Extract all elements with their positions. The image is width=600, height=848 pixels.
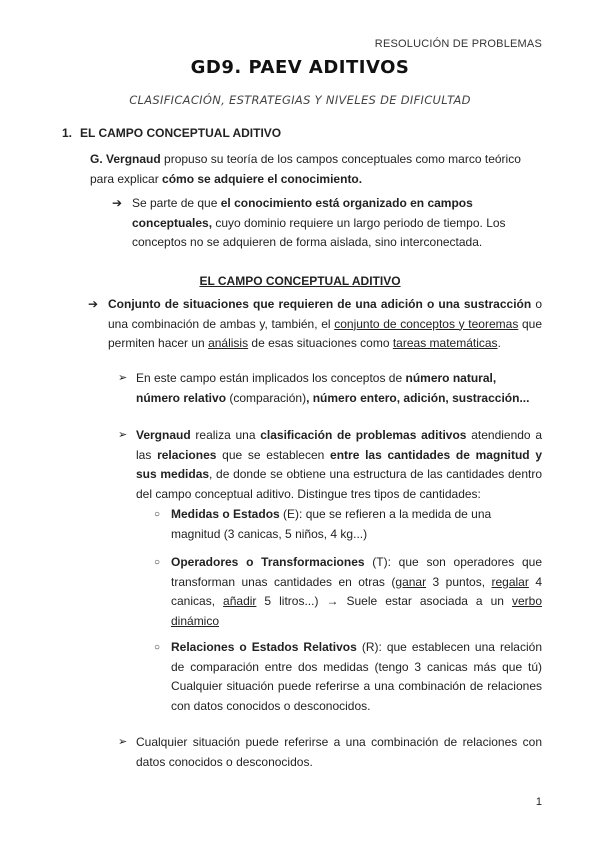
vergnaud-text <box>136 426 542 504</box>
q1t3: ganar <box>395 574 427 589</box>
intro-bold: cómo se adquiere el conocimiento. <box>162 171 363 186</box>
vt7: entre las cantidades de magnitud y sus medidas <box>136 447 542 481</box>
q1t10: Suele estar asociada a un <box>338 594 512 608</box>
mt4: que permiten hacer un <box>108 316 543 350</box>
measures-text <box>171 505 542 544</box>
intro-text: propuso su teoría de los campos conceptuales como marco teórico para explicar <box>90 152 521 186</box>
kt3: cuyo dominio requiere un largo periodo de tiempo. Los conceptos no se adquieren de forma aislada, sino interconectada. <box>132 215 506 249</box>
vt8: , de donde se obtiene una estructura de las cantidades dentro del campo conceptual aditivo. Distingue tres tipos de cantidades: <box>136 467 542 501</box>
ct4: , número entero, adición, sustracción... <box>306 390 530 405</box>
vt1: Vergnaud <box>136 428 191 442</box>
knowledge-arrow-item <box>112 194 552 253</box>
document-title: GD9. PAEV ADITIVOS <box>190 57 410 78</box>
page-number: 1 <box>535 796 542 808</box>
intro-paragraph <box>90 150 530 189</box>
q2t2: (R): que establecen una relación de comparación entre dos medidas (tengo 3 canicas más que tú) Cualquier situación puede referirse a una combinación de relaciones con datos conocidos o desconocidos. <box>171 640 542 713</box>
circle-bullet-icon: ○ <box>154 557 161 568</box>
circle-bullet-icon: ○ <box>154 642 161 653</box>
q1t4: 3 puntos, <box>426 574 492 589</box>
concepts-text <box>136 369 542 408</box>
vergnaud-item <box>118 426 542 504</box>
vt3: clasificación de problemas aditivos <box>260 428 467 442</box>
vt5: relaciones <box>157 447 217 462</box>
q1t6: 4 canicas, <box>171 574 542 608</box>
relations-text <box>171 638 542 716</box>
combination-item <box>118 733 542 772</box>
q0t2: (E): que se refieren a la medida de una magnitud (3 canicas, 5 niños, 4 kg...) <box>171 507 492 541</box>
knowledge-text <box>132 194 552 253</box>
mt8: . <box>497 336 501 350</box>
right-arrow-icon: → <box>326 594 339 608</box>
mt7: tareas matemáticas <box>392 336 498 350</box>
quantity-item-operators <box>154 553 542 631</box>
quantity-item-relations <box>154 638 542 716</box>
q1t2: (T): que son operadores que transforman unas cantidades en otras ( <box>171 555 542 589</box>
subheading: EL CAMPO CONCEPTUAL ADITIVO <box>199 274 401 288</box>
triangle-bullet-icon: ➢ <box>118 736 128 748</box>
mt3: conjunto de conceptos y teoremas <box>334 316 519 331</box>
section-number: 1. <box>62 126 73 140</box>
quantity-item-measures <box>154 505 542 544</box>
q1t7: añadir <box>223 594 257 608</box>
mt6: de esas situaciones como <box>248 336 393 350</box>
kt1: Se parte de que <box>132 196 221 210</box>
q1t1: Operadores o Transformaciones <box>171 555 365 569</box>
q1t5: regalar <box>491 574 529 589</box>
vt4: atendiendo a las <box>136 428 542 462</box>
combination-text: Cualquier situación puede referirse a una combinación de relaciones con datos conocidos o desconocidos. <box>136 735 542 769</box>
concepts-item <box>118 369 542 408</box>
section-title: EL CAMPO CONCEPTUAL ADITIVO <box>80 126 282 140</box>
main-arrow-item <box>88 295 542 354</box>
q1t11: verbo dinámico <box>171 594 543 628</box>
kt2: el conocimiento está organizado en campos conceptuales, <box>132 196 473 230</box>
triangle-bullet-icon: ➢ <box>118 429 128 441</box>
ct2: número natural, número relativo <box>136 371 497 405</box>
ct1: En este campo están implicados los conceptos de <box>136 371 406 385</box>
ct3: (comparación) <box>226 390 307 405</box>
main-text <box>108 295 542 354</box>
operators-text <box>171 553 542 631</box>
q2t1: Relaciones o Estados Relativos <box>171 640 357 654</box>
q0t1: Medidas o Estados <box>171 507 280 521</box>
circle-bullet-icon: ○ <box>154 509 161 520</box>
arrow-bullet-icon: ➔ <box>88 297 99 311</box>
running-header: RESOLUCIÓN DE PROBLEMAS <box>374 38 542 50</box>
author-name: G. Vergnaud <box>90 152 161 166</box>
mt5: análisis <box>208 336 249 350</box>
mt2: o una combinación de ambas y, también, el <box>108 297 542 331</box>
vt2: realiza una <box>190 428 261 442</box>
triangle-bullet-icon: ➢ <box>118 372 128 384</box>
document-subtitle: CLASIFICACIÓN, ESTRATEGIAS Y NIVELES DE DIFICULTAD <box>129 93 471 107</box>
vt6: que se establecen <box>216 447 331 462</box>
mt1: Conjunto de situaciones que requieren de una adición o una sustracción <box>108 297 532 311</box>
arrow-bullet-icon: ➔ <box>112 196 123 210</box>
q1t8: 5 litros...) <box>256 594 327 608</box>
section-heading <box>62 126 281 140</box>
